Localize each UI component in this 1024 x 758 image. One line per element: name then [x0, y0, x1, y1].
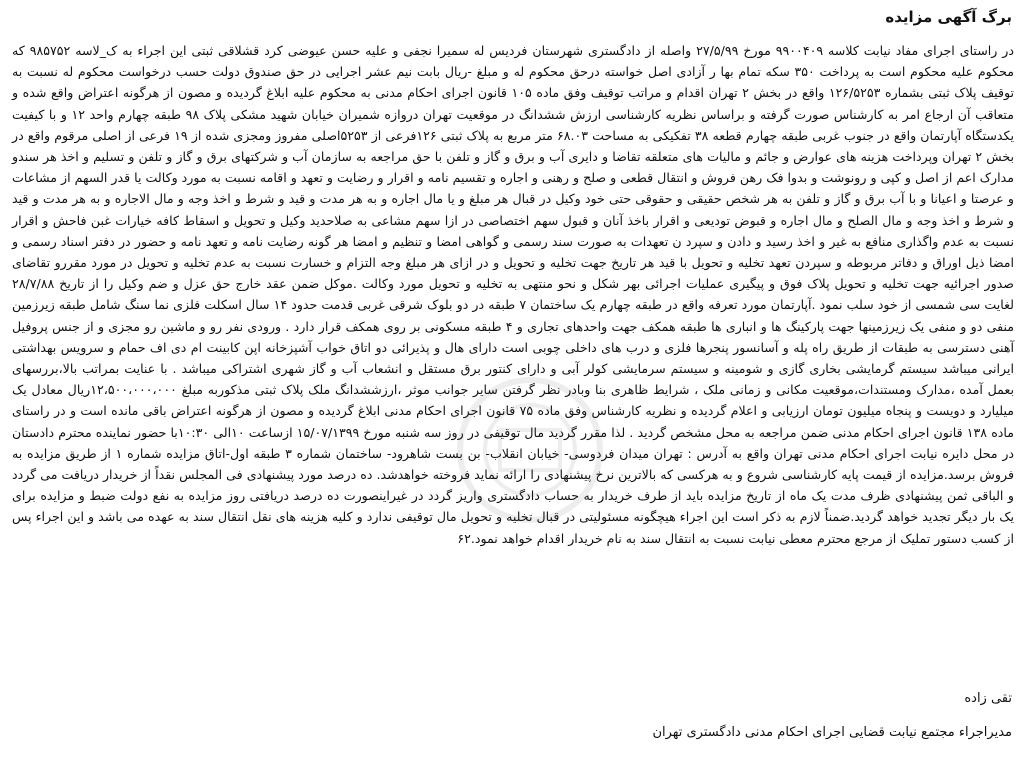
notice-title: برگ آگهی مزایده — [885, 8, 1012, 26]
notice-body: در راستای اجرای مفاد نیابت کلاسه ۹۹۰۰۴۰۹ مورخ ۲۷/۵/۹۹ واصله از دادگستری شهرستان فردیس له سمیرا نجفی و علیه حسن عیوضی کرد قشلاقی ثبتی این اجراء به ک_لاسه ۹۸۵۷۵۲ که محکوم علیه محکوم است به پرداخت ۳۵۰ سکه تمام بها ر آزادی اصل خواسته درحق محکوم له و مبلغ -ریال بابت نیم عشر اجرایی در حق صندوق دولت حسب درخواست محکوم له نسبت به توقیف پلاک ثبتی بشماره ۱۲۶/۵۲۵۳ واقع در بخش ۲ تهران اقدام و مراتب توقیف وفق ماده ۱۰۵ قانون اجرای احکام مدنی به محکوم علیه ابلاغ گردیده و مصون از هرگونه اعتراض واقع شده و متعاقب آن ارجاع امر به کارشناس صورت گرفته و براساس نظریه کارشناسی ارزش ششدانگ در موقعیت تهران دروازه شمیران خیابان شهید مشکی پلاک ۹۸ طبقه چهارم واحد ۱۲ و با کیفیت یکدستگاه آپارتمان واقع در جنوب غربی طبقه چهارم قطعه ۳۸ تفکیکی به مساحت ۶۸.۰۳ متر مربع به پلاک ثبتی ۱۲۶فرعی از ۵۲۵۳اصلی مفروز ومجزی شده از ۱۹ فرعی از اصلی مرقوم واقع در بخش ۲ تهران وپرداخت هزینه های عوارض و جائم و مالیات های متعلقه تقاضا و دایری آب و برق و گاز و تلفن با حق مراجعه به سازمان آب و شرکتهای برق و گاز و تلفن و تسلیم و اخذ هر سندو مدارک اعم از اصل و کپی و رونوشت و بدوا فک رهن فروش و انتقال قطعی و صلح و رهنی و اجاره و تقسیم نامه و اقرار و رضایت و تعهد و اقامه نسبت به مورد وکالت یا قدر السهم از مشاعات و عرصتا و اعیانا و با آب برق و گاز و تلفن به هر شخص حقیقی و حقوقی حتی خود وکیل در قبال هر مبلغ و یا مال اجاره و به هر مدت و قید و شرط و اخذ وجه و مال الاجاره و به هر مدت و قید و شرط و اخذ وجه و مال الصلح و مال اجاره و قبوض تودیعی و اقرار باخذ آنان و قبول سهم اختصاصی در ازا سهم مشاعی به صلاحدید وکیل و تحویل و اسقاط کافه خیارات غبن فاحش و اقرار نسبت به عدم واگذاری منافع به غیر و اخذ رسید و دادن و سپرد ن تعهدات به صورت سند رسمی و گواهی امضا و تنظیم و امضا هر گونه رضایت نامه و تعهد نامه و حضور در دفتر اسناد رسمی و امضا ذیل اوراق و دفاتر مربوطه و سپردن تعهد تخلیه و تحویل با قید هر تاریخ جهت تخلیه و تحویل و در ازای هر مبلغ وجه التزام و خسارت نسبت به عدم تخلیه و تحویل در مورد مقررو تقاضای صدور اجرائیه جهت تخلیه و تحویل پلاک فوق و پیگیری عملیات اجرائی بهر شکل و نحو منتهی به تخلیه و تحویل مورد وکالت .موکل ضمن عقد خارج حق عزل و ضم وکیل را از تاریخ ۲۸/۷/۸۸ لغایت سی شمسی از خود سلب نمود .آپارتمان مورد تعرفه واقع در طبقه چهارم یک ساختمان ۷ طبقه در دو بلوک شرقی غربی قدمت حدود ۱۴ سال اسکلت فلزی نما سنگ شامل طبقه زیرزمین منفی دو و منفی یک زیرزمینها جهت پارکینگ ها و انباری ها طبقه همکف جهت واحدهای تجاری و ۴ طبقه مسکونی بر روی همکف قرار دارد . ورودی نفر رو و ماشین رو مجزی و از جنس پروفیل آهنی دسترسی به طبقات از طریق راه پله و آسانسور پنجرها فلزی و درب های داخلی چوبی است دارای هال و پذیرائی دو اتاق خواب آشپزخانه اپن کابینت ام دی اف حمام و سرویس بهداشتی ایرانی میباشد سیستم گرمایشی بخاری گازی و شومینه و سیستم سرمایشی کولر آبی و دارای کنتور برق مستقل و انشعاب آب و گاز شهری اشتراکی میباشد . با عنایت بمراتب بالا،بررسهای بعمل آمده ،مدارک ومستندات،موقعیت مکانی و زمانی ملک ، شرایط ظاهری بنا وبادر نظر گرفتن سایر جوانب موثر ،ارزششدانگ ملک پلاک ثبتی مذکوربه مبلغ ۱۲،۵۰۰،۰۰۰،۰۰۰ریال معادل یک میلیارد و دویست و پنجاه میلیون تومان ارزیابی و اعلام گردیده و نظریه کارشناس وفق ماده ۷۵ قانون اجرای احکام مدنی ابلاغ گردیده و مصون از هرگونه اعتراض باقی مانده است و در راستای ماده ۱۳۸ قانون اجرای احکام مدنی ضمن مراجعه به محل مشخص گردید . لذا مقرر گردید مال توقیفی در روز سه شنبه مورخ ۱۵/۰۷/۱۳۹۹ ازساعت ۱۰الی ۱۰:۳۰با حضور نماینده محترم دادستان در محل دایره نیابت اجرای احکام مدنی تهران واقع به آدرس : تهران میدان فردوسی- خیابان انقلاب- بن بست شاهرود- ساختمان شماره ۳ طبقه اول-اتاق مزایده شماره ۱ از طریق مزایده به فروش برسد.مزایده از قیمت پایه کارشناسی شروع و به هرکسی که بالاترین نرخ پیشنهادی را ارائه نماید فروخته خواهدشد. ده درصد مورد پیشنهادی فی المجلس نقداً از خریدار دریافت می گردد و الباقی ثمن پیشنهادی ظرف مدت یک ماه از تاریخ مزایده باید از طرف خریدار به حساب دادگستری واریز گردد در غیراینصورت ده درصد دریافتی روز مزایده به نفع دولت ضبط و مزایده برای یک بار دیگر تجدید خواهد گردید.ضمناً لازم به ذکر است این اجراء هیچگونه مسئولیتی در قبال تخلیه و تحویل مال توقیفی ندارد و کلیه هزینه های نقل انتقال سند به عهده می باشد و این اجراء پس از کسب دستور تملیک از مرجع محترم معطی نیابت نسبت به انتقال سند به نام خریدار اقدام خواهد نمود.۶۲ — [12, 43, 1015, 546]
signer-name: تقی زاده — [964, 691, 1012, 706]
signer-role: مدیراجراء مجتمع نیابت قضایی اجرای احکام مدنی دادگستری تهران — [652, 725, 1012, 740]
